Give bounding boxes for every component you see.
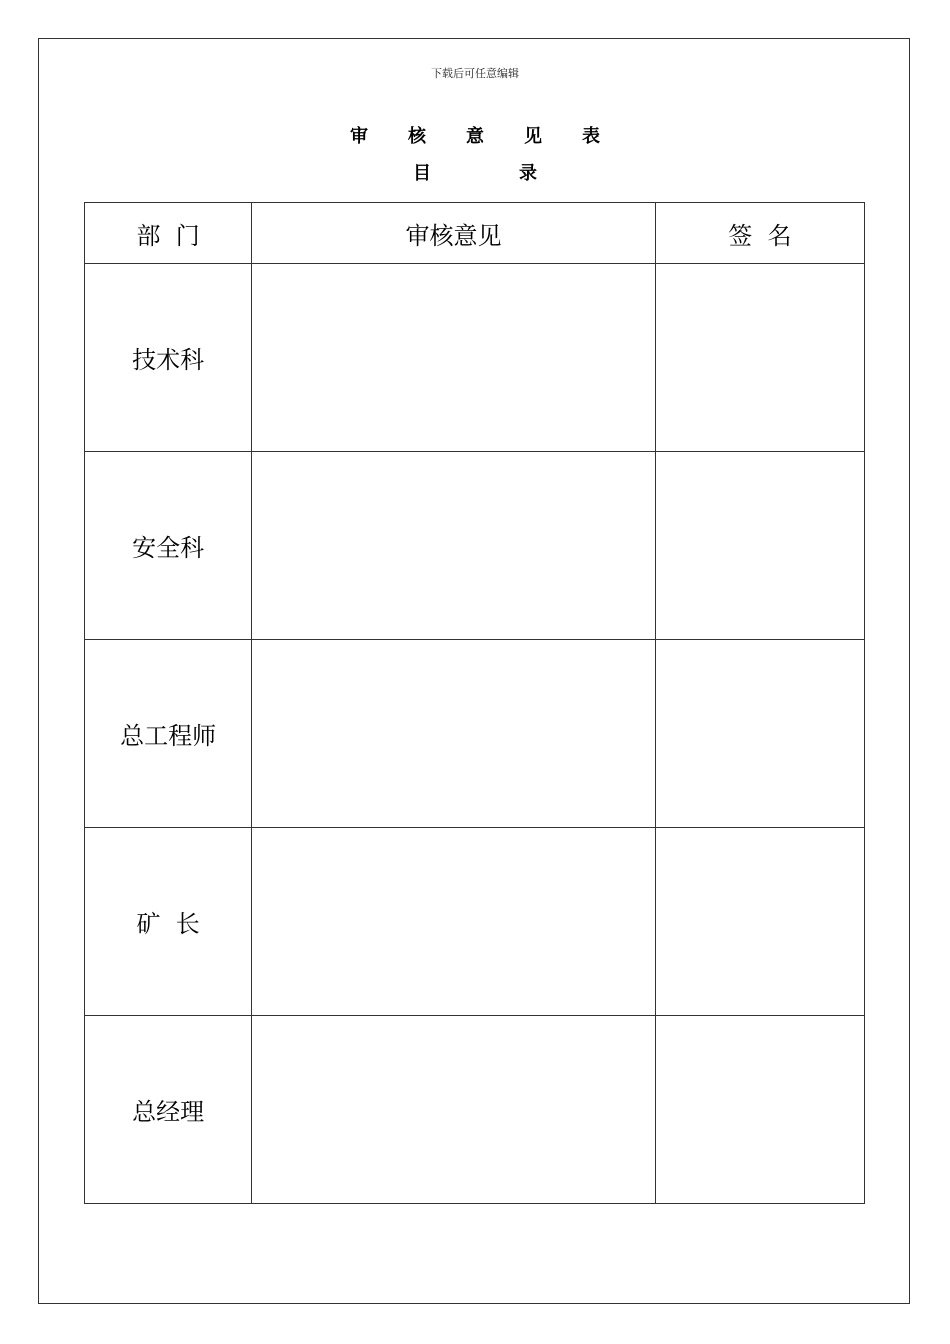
table-row [85, 452, 865, 640]
department-cell: 矿 长 [85, 828, 252, 1016]
table-header-row [85, 203, 865, 264]
header-signature: 签 名 [655, 203, 864, 264]
signature-cell[interactable] [655, 452, 864, 640]
signature-cell[interactable] [655, 828, 864, 1016]
review-table [84, 202, 865, 1204]
form-title: 审核意见表 [350, 126, 640, 147]
opinion-cell[interactable] [252, 828, 656, 1016]
opinion-cell[interactable] [252, 640, 656, 828]
toc-title: 目录 [413, 163, 625, 184]
opinion-cell[interactable] [252, 452, 656, 640]
header-opinion: 审核意见 [252, 203, 656, 264]
header-department: 部 门 [85, 203, 252, 264]
department-cell: 安全科 [85, 452, 252, 640]
table-row [85, 640, 865, 828]
table-row [85, 828, 865, 1016]
department-cell: 技术科 [85, 264, 252, 452]
opinion-cell[interactable] [252, 1016, 656, 1204]
opinion-cell[interactable] [252, 264, 656, 452]
signature-cell[interactable] [655, 640, 864, 828]
department-cell: 总工程师 [85, 640, 252, 828]
header-note: 下载后可任意编辑 [431, 67, 519, 80]
table-row [85, 264, 865, 452]
signature-cell[interactable] [655, 264, 864, 452]
table-row [85, 1016, 865, 1204]
department-cell: 总经理 [85, 1016, 252, 1204]
signature-cell[interactable] [655, 1016, 864, 1204]
